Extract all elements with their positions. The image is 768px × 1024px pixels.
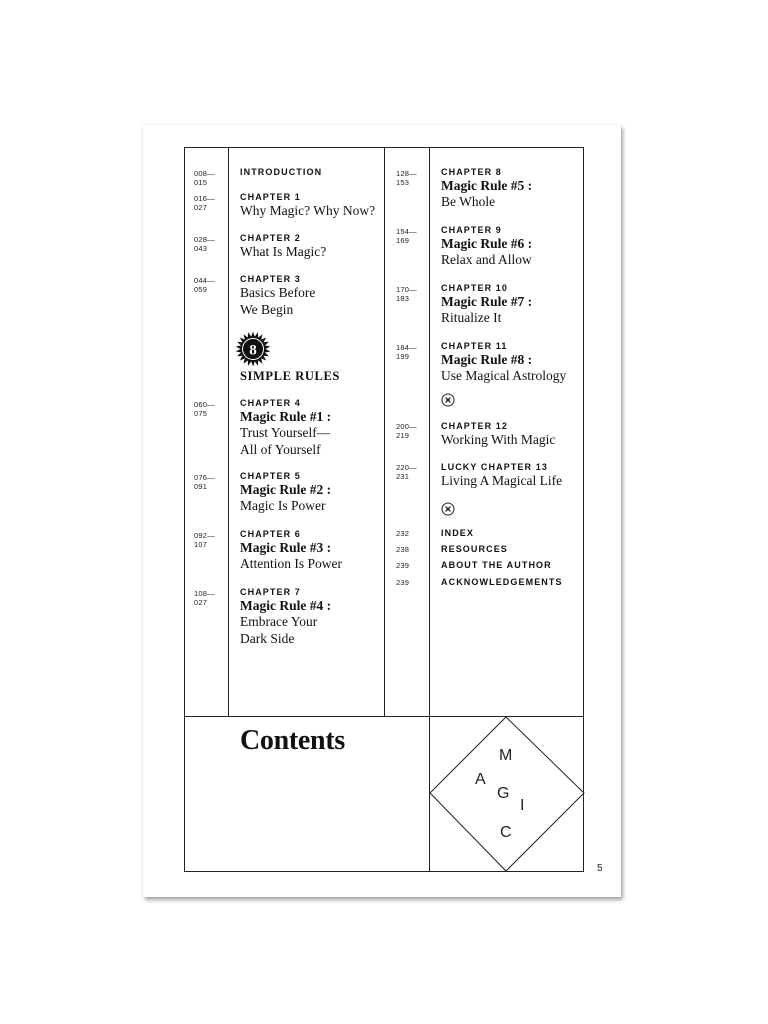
toc-entry-resources[interactable] bbox=[441, 543, 601, 555]
toc-entry-chapter-2[interactable] bbox=[240, 232, 400, 261]
diamond-letter: M bbox=[499, 747, 513, 764]
chapter-label: CHAPTER 4 bbox=[240, 398, 301, 408]
magic-rule: Magic Rule #3 : bbox=[240, 540, 332, 555]
diamond-knot-ornament-icon bbox=[441, 502, 455, 516]
magic-rule: Magic Rule #2 : bbox=[240, 482, 332, 497]
magic-rule: Magic Rule #8 : bbox=[441, 352, 533, 367]
section-heading: SIMPLE RULES bbox=[240, 369, 340, 383]
page-range: 060— 075 bbox=[194, 400, 215, 418]
chapter-label: INTRODUCTION bbox=[240, 167, 323, 177]
chapter-label: CHAPTER 11 bbox=[441, 341, 508, 351]
chapter-label: ABOUT THE AUTHOR bbox=[441, 560, 552, 570]
toc-entry-chapter-8[interactable] bbox=[441, 166, 601, 211]
toc-entry-chapter-5[interactable] bbox=[240, 470, 400, 515]
toc-entry-chapter-6[interactable] bbox=[240, 528, 400, 573]
toc-entry-chapter-4[interactable] bbox=[240, 397, 400, 458]
page-range: 239 bbox=[396, 561, 410, 570]
toc-entry-about-the-author[interactable] bbox=[441, 559, 601, 571]
chapter-label: INDEX bbox=[441, 528, 475, 538]
chapter-title: Use Magical Astrology bbox=[441, 368, 567, 383]
chapter-label: ACKNOWLEDGEMENTS bbox=[441, 577, 563, 587]
chapter-label: RESOURCES bbox=[441, 544, 508, 554]
magic-rule: Magic Rule #7 : bbox=[441, 294, 533, 309]
chapter-title: Be Whole bbox=[441, 194, 496, 209]
toc-entry-chapter-9[interactable] bbox=[441, 224, 601, 269]
chapter-label: CHAPTER 12 bbox=[441, 421, 509, 431]
toc-entry-chapter-3[interactable] bbox=[240, 273, 400, 318]
chapter-title: Embrace Your Dark Side bbox=[240, 614, 318, 646]
page-range: 108— 027 bbox=[194, 589, 215, 607]
toc-entry-chapter-10[interactable] bbox=[441, 282, 601, 327]
magic-rule: Magic Rule #5 : bbox=[441, 178, 533, 193]
toc-entry-acknowledgements[interactable] bbox=[441, 576, 601, 588]
toc-entry-chapter-13[interactable] bbox=[441, 461, 601, 490]
chapter-label: CHAPTER 10 bbox=[441, 283, 509, 293]
toc-entry-chapter-7[interactable] bbox=[240, 586, 400, 647]
page-range: 238 bbox=[396, 545, 410, 554]
page-range: 184— 199 bbox=[396, 343, 417, 361]
chapter-label: CHAPTER 2 bbox=[240, 233, 301, 243]
magic-rule: Magic Rule #1 : bbox=[240, 409, 332, 424]
page-range: 232 bbox=[396, 529, 410, 538]
toc-entry-chapter-11[interactable] bbox=[441, 340, 601, 385]
chapter-title: Ritualize It bbox=[441, 310, 502, 325]
page-title: Contents bbox=[240, 725, 345, 756]
diamond-letter: C bbox=[500, 824, 512, 841]
chapter-title: Why Magic? Why Now? bbox=[240, 203, 376, 218]
chapter-label: LUCKY CHAPTER 13 bbox=[441, 462, 548, 472]
chapter-title: Living A Magical Life bbox=[441, 473, 563, 488]
page-range: 076— 091 bbox=[194, 473, 215, 491]
page-range: 154— 169 bbox=[396, 227, 417, 245]
page-number: 5 bbox=[597, 863, 603, 874]
page-range: 200— 219 bbox=[396, 422, 417, 440]
column-divider-1 bbox=[228, 147, 229, 716]
diamond-letter: I bbox=[520, 797, 525, 814]
page-range: 220— 231 bbox=[396, 463, 417, 481]
page-range: 239 bbox=[396, 578, 410, 587]
toc-entry-index[interactable] bbox=[441, 527, 601, 539]
diamond-letter: G bbox=[497, 785, 510, 802]
page-range: 128— 153 bbox=[396, 169, 417, 187]
diamond-letter: A bbox=[475, 771, 486, 788]
chapter-title: Attention Is Power bbox=[240, 556, 342, 571]
toc-entry-introduction[interactable] bbox=[240, 166, 400, 178]
page-range: 016— 027 bbox=[194, 194, 215, 212]
page-range: 044— 059 bbox=[194, 276, 215, 294]
book-page bbox=[143, 125, 621, 897]
chapter-label: CHAPTER 8 bbox=[441, 167, 502, 177]
magic-rule: Magic Rule #4 : bbox=[240, 598, 332, 613]
page-range: 028— 043 bbox=[194, 235, 215, 253]
chapter-title: Basics Before We Begin bbox=[240, 285, 316, 317]
chapter-label: CHAPTER 9 bbox=[441, 225, 502, 235]
chapter-title: Magic Is Power bbox=[240, 498, 326, 513]
page-range: 092— 107 bbox=[194, 531, 215, 549]
chapter-title: Relax and Allow bbox=[441, 252, 532, 267]
chapter-label: CHAPTER 1 bbox=[240, 192, 301, 202]
chapter-title: Working With Magic bbox=[441, 432, 556, 447]
diamond-knot-ornament-icon bbox=[441, 393, 455, 407]
chapter-label: CHAPTER 6 bbox=[240, 529, 301, 539]
page-range: 170— 183 bbox=[396, 285, 417, 303]
chapter-label: CHAPTER 3 bbox=[240, 274, 301, 284]
chapter-title: What Is Magic? bbox=[240, 244, 327, 259]
badge-number: 8 bbox=[249, 342, 257, 359]
page-range: 008— 015 bbox=[194, 169, 215, 187]
chapter-label: CHAPTER 5 bbox=[240, 471, 301, 481]
starburst-badge-icon bbox=[235, 331, 271, 367]
chapter-label: CHAPTER 7 bbox=[240, 587, 301, 597]
toc-entry-chapter-12[interactable] bbox=[441, 420, 601, 449]
chapter-title: Trust Yourself— All of Yourself bbox=[240, 425, 331, 457]
magic-rule: Magic Rule #6 : bbox=[441, 236, 533, 251]
toc-entry-chapter-1[interactable] bbox=[240, 191, 400, 220]
